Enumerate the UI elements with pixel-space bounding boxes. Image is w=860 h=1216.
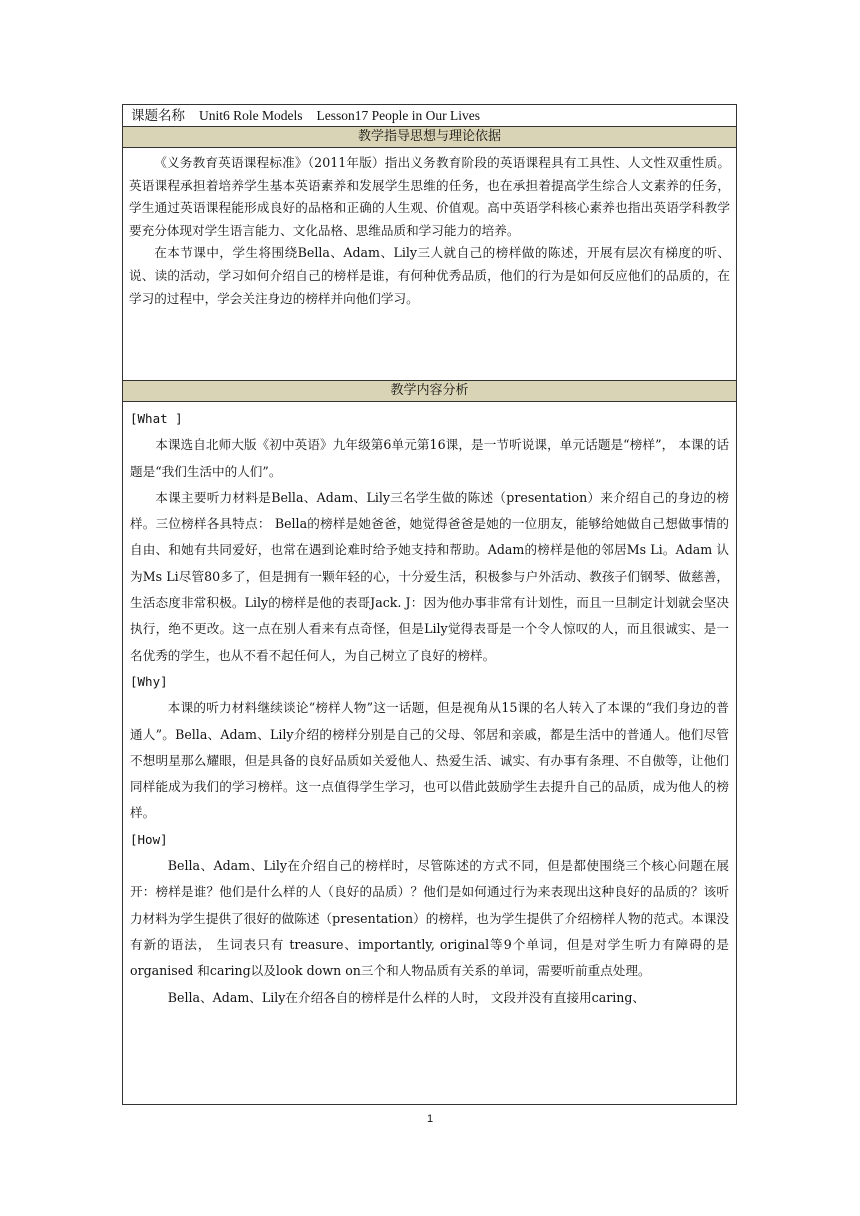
- guide-section-header: 教学指导思想与理论依据: [123, 127, 737, 148]
- analysis-section-header: 教学内容分析: [123, 381, 737, 402]
- what-heading: [What ]: [130, 411, 183, 426]
- what-paragraph-1: 本课选自北师大版《初中英语》九年级第6单元第16课，是一节听说课，单元话题是“榜样”， 本课的话题是“我们生活中的人们”。: [130, 437, 729, 479]
- guide-paragraph-1: 《义务教育英语课程标准》（2011年版）指出义务教育阶段的英语课程具有工具性、人文性双重性质。英语课程承担着培养学生基本英语素养和发展学生思维的任务，也在承担着提高学生综合人文素养的任务，学生通过英语课程能形成良好的品格和正确的人生观、价值观。高中英语学科核心素养也指出英语学科教学要充分体现对学生语言能力、文化品格、思维品质和学习能力的培养。: [129, 155, 730, 238]
- page-number: 1: [426, 1113, 434, 1125]
- what-paragraph-2: 本课主要听力材料是Bella、Adam、Lily三名学生做的陈述（presentation）来介绍自己的身边的榜样。三位榜样各具特点： Bella的榜样是她爸爸，她觉得爸爸是她的一位朋友，能够给她做自己想做事情的自由、和她有共同爱好，也常在遇到论难时给予她支持和帮助。Adam的榜样是他的邻居Ms Li。Adam 认为Ms Li尽管80多了，但是拥有一颗年轻的心，十分爱生活，积极参与户外活动、教孩子们钢琴、做慈善，生活态度非常积极。Lily的榜样是他的表哥Jack. J：因为他办事非常有计划性，而且一旦制定计划就会坚决执行，绝不更改。这一点在别人看来有点奇怪，但是Lily觉得表哥是一个令人惊叹的人，而且很诚实、是一名优秀的学生，也从不看不起任何人，为自己树立了良好的榜样。: [130, 489, 729, 663]
- title-cell: [123, 105, 737, 127]
- course-title: [123, 105, 736, 126]
- how-heading: [How]: [130, 831, 168, 847]
- course-title-label: 课题名称: [131, 108, 185, 123]
- why-heading: [Why]: [130, 673, 168, 689]
- guide-content-cell: [123, 148, 737, 381]
- how-paragraph-1: Bella、Adam、Lily在介绍自己的榜样时，尽管陈述的方式不同，但是都使围绕三个核心问题在展开：榜样是谁？他们是什么样的人（良好的品质）？他们是如何通过行为来表现出这种良好的品质的？该听力材料为学生提供了很好的做陈述（presentation）的榜样，也为学生提供了介绍榜样人物的范式。本课没有新的语法， 生词表只有 treasure、importantly, original等9个单词，但是对学生听力有障碍的是organised 和caring以及look down on三个和人物品质有关系的单词，需要听前重点处理。: [130, 858, 729, 979]
- guide-paragraph-2: 在本节课中，学生将围绕Bella、Adam、Lily三人就自己的榜样做的陈述，开展有层次有梯度的听、说、读的活动，学习如何介绍自己的榜样是谁，有何种优秀品质，他们的行为是如何反应他们的品质的，在学习的过程中，学会关注身边的榜样并向他们学习。: [129, 245, 730, 306]
- analysis-content-row: [123, 402, 737, 1105]
- lesson-name: Lesson17 People in Our Lives: [316, 108, 480, 123]
- guide-content-row: [123, 148, 737, 381]
- lesson-plan-table: [122, 104, 737, 1105]
- how-paragraph-2: Bella、Adam、Lily在介绍各自的榜样是什么样的人时， 文段并没有直接用caring、: [167, 989, 646, 1005]
- title-row: [123, 105, 737, 127]
- unit-name: Unit6 Role Models: [199, 108, 303, 123]
- why-paragraph-1: 本课的听力材料继续谈论“榜样人物”这一话题，但是视角从15课的名人转入了本课的“我们身边的普通人”。Bella、Adam、Lily介绍的榜样分别是自己的父母、邻居和亲戚，都是生活中的普通人。他们尽管不想明星那么耀眼，但是具备的良好品质如关爱他人、热爱生活、诚实、有办事有条理、不自傲等，让他们同样能成为我们的学习榜样。这一点值得学生学习，也可以借此鼓励学生去提升自己的品质，成为他人的榜样。: [130, 700, 729, 821]
- analysis-content-cell: [123, 402, 737, 1105]
- guide-header-row: [123, 127, 737, 148]
- analysis-header-row: [123, 381, 737, 402]
